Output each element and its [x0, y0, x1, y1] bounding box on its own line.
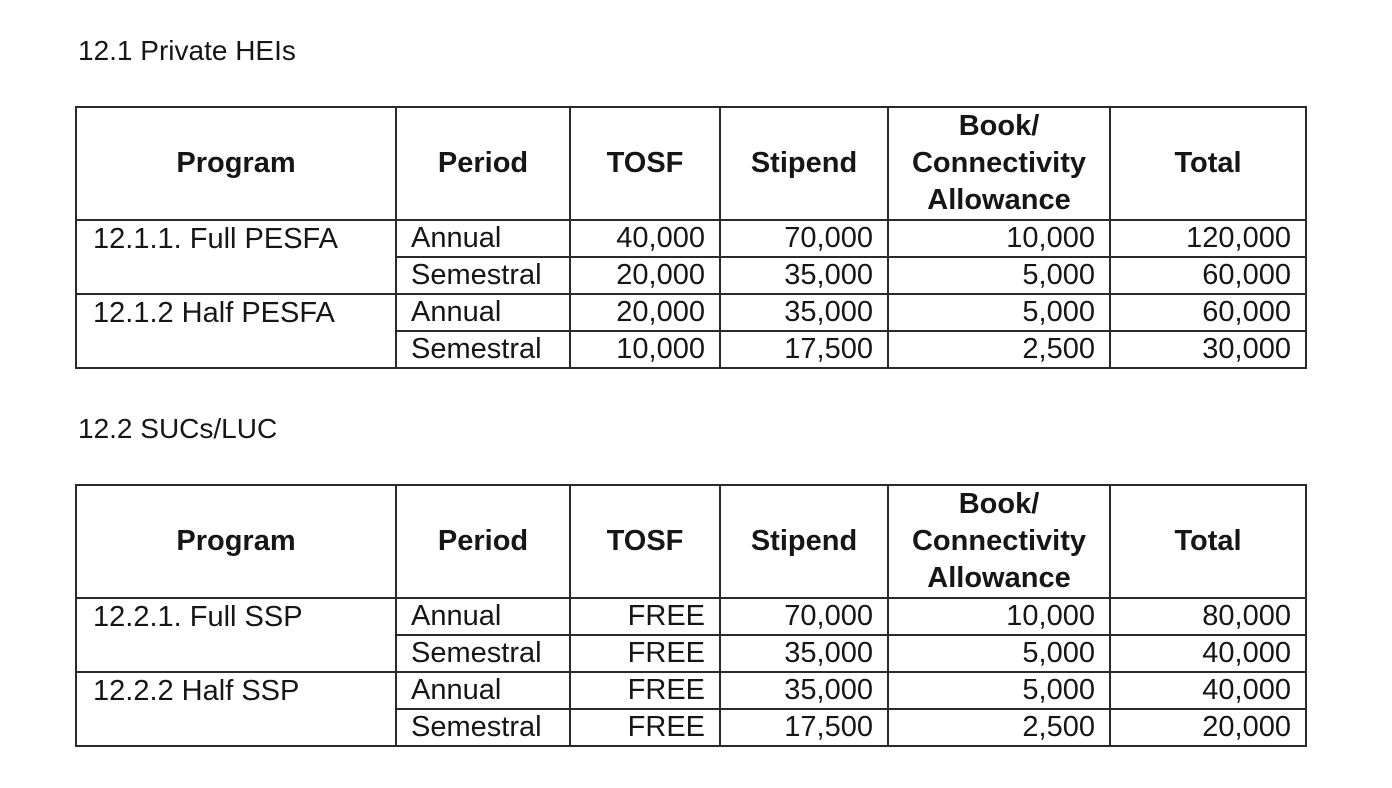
period-cell: Annual — [396, 672, 570, 709]
section-title-private-heis: 12.1 Private HEIs — [78, 35, 296, 66]
stipend-cell: 17,500 — [720, 331, 888, 368]
header-allowance — [888, 485, 1110, 598]
section-title-sucs-luc: 12.2 SUCs/LUC — [78, 413, 278, 444]
program-cell: 12.2.1. Full SSP — [76, 598, 396, 672]
period-cell: Semestral — [396, 257, 570, 294]
header-period: Period — [396, 107, 570, 220]
total-cell: 20,000 — [1110, 709, 1306, 746]
tosf-cell: FREE — [570, 672, 720, 709]
tosf-cell: FREE — [570, 709, 720, 746]
allowance-cell: 5,000 — [888, 257, 1110, 294]
program-cell: 12.1.2 Half PESFA — [76, 294, 396, 368]
program-cell: 12.1.1. Full PESFA — [76, 220, 396, 294]
tosf-cell: 20,000 — [570, 257, 720, 294]
stipend-cell: 17,500 — [720, 709, 888, 746]
table-row — [76, 220, 1306, 257]
period-cell: Annual — [396, 598, 570, 635]
total-cell: 80,000 — [1110, 598, 1306, 635]
header-stipend: Stipend — [720, 107, 888, 220]
header-row — [76, 485, 1306, 598]
table-row — [76, 672, 1306, 709]
header-allowance-line2: Connectivity — [911, 147, 1087, 179]
header-allowance-line1: Book/ — [958, 488, 1040, 520]
tosf-cell: 40,000 — [570, 220, 720, 257]
table-row — [76, 598, 1306, 635]
header-tosf: TOSF — [570, 107, 720, 220]
tosf-cell: 10,000 — [570, 331, 720, 368]
total-cell: 40,000 — [1110, 635, 1306, 672]
allowance-cell: 10,000 — [888, 598, 1110, 635]
stipend-cell: 70,000 — [720, 598, 888, 635]
private-heis-table — [75, 106, 1307, 369]
stipend-cell: 35,000 — [720, 635, 888, 672]
header-total: Total — [1110, 485, 1306, 598]
allowance-cell: 5,000 — [888, 672, 1110, 709]
header-allowance-line1: Book/ — [958, 110, 1040, 142]
tosf-cell: FREE — [570, 635, 720, 672]
header-stipend: Stipend — [720, 485, 888, 598]
period-cell: Annual — [396, 220, 570, 257]
total-cell: 120,000 — [1110, 220, 1306, 257]
allowance-cell: 5,000 — [888, 635, 1110, 672]
header-program: Program — [76, 107, 396, 220]
header-row — [76, 107, 1306, 220]
allowance-cell: 5,000 — [888, 294, 1110, 331]
period-cell: Annual — [396, 294, 570, 331]
allowance-cell: 2,500 — [888, 331, 1110, 368]
total-cell: 60,000 — [1110, 257, 1306, 294]
header-period: Period — [396, 485, 570, 598]
tosf-cell: FREE — [570, 598, 720, 635]
header-allowance-line3: Allowance — [927, 562, 1071, 594]
program-cell: 12.2.2 Half SSP — [76, 672, 396, 746]
header-allowance-line2: Connectivity — [911, 525, 1087, 557]
total-cell: 30,000 — [1110, 331, 1306, 368]
header-program: Program — [76, 485, 396, 598]
stipend-cell: 35,000 — [720, 294, 888, 331]
sucs-luc-table — [75, 484, 1307, 747]
allowance-cell: 2,500 — [888, 709, 1110, 746]
total-cell: 40,000 — [1110, 672, 1306, 709]
table-row — [76, 294, 1306, 331]
header-allowance-line3: Allowance — [927, 184, 1071, 216]
stipend-cell: 70,000 — [720, 220, 888, 257]
allowance-cell: 10,000 — [888, 220, 1110, 257]
header-tosf: TOSF — [570, 485, 720, 598]
period-cell: Semestral — [396, 635, 570, 672]
tosf-cell: 20,000 — [570, 294, 720, 331]
stipend-cell: 35,000 — [720, 672, 888, 709]
total-cell: 60,000 — [1110, 294, 1306, 331]
stipend-cell: 35,000 — [720, 257, 888, 294]
header-total: Total — [1110, 107, 1306, 220]
period-cell: Semestral — [396, 709, 570, 746]
header-allowance — [888, 107, 1110, 220]
period-cell: Semestral — [396, 331, 570, 368]
